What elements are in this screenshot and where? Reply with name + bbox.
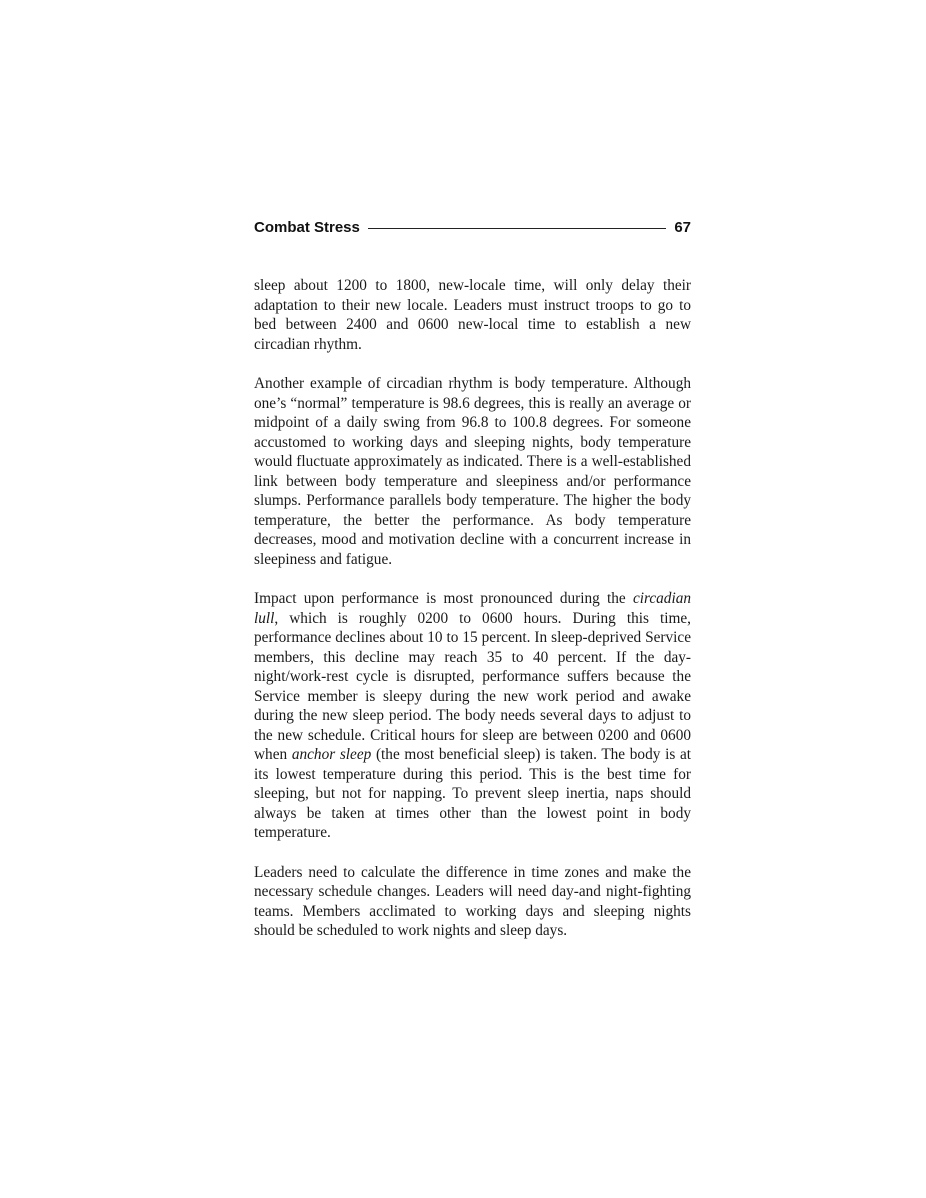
paragraph-3-text: Impact upon performance is most pronounced during the xyxy=(254,590,633,607)
paragraph-3-text: (the most beneficial sleep) is taken. The body is at its lowest temperature during this period. This is the best time for sleeping, but not for napping. To prevent sleep inertia, naps should always be taken at times other than the lowest point in body temperature. xyxy=(254,746,691,841)
paragraph-1: sleep about 1200 to 1800, new-locale time, will only delay their adaptation to their new locale. Leaders must instruct troops to go to bed between 2400 and 0600 new-local time to establish a new circadian rhythm. xyxy=(254,277,691,353)
paragraph-4: Leaders need to calculate the difference in time zones and make the necessary schedule changes. Leaders will need day-and night-fighting teams. Members acclimated to working days and sleeping nights should be scheduled to work nights and sleep days. xyxy=(254,863,691,939)
term-anchor-sleep: anchor sleep xyxy=(291,746,372,763)
page-number: 67 xyxy=(674,218,691,236)
header-rule xyxy=(368,228,666,229)
term-circadian-lull: circadian lull xyxy=(254,590,691,627)
paragraph-2: Another example of circadian rhythm is body temperature. Although one’s “normal” temperature is 98.6 degrees, this is really an average or midpoint of a daily swing from 96.8 to 100.8 degrees. For someone accustomed to working days and sleeping nights, body temperature would fluctuate approximately as indicated. There is a well-established link between body temperature and sleepiness and/or performance slumps. Performance parallels body temperature. The higher the body temperature, the better the performance. As body temperature decreases, mood and motivation decline with a concurrent increase in sleepiness and fatigue. xyxy=(254,375,691,568)
paragraph-3 xyxy=(254,589,691,843)
body-text xyxy=(254,276,691,941)
header-title: Combat Stress xyxy=(254,218,360,236)
paragraph-3-text: , which is roughly 0200 to 0600 hours. During this time, performance declines about 10 to 15 percent. In sleep-deprived Service members, this decline may reach 35 to 40 percent. If the day-night/work-rest cycle is disrupted, performance suffers because the Service member is sleepy during the new work period and awake during the new sleep period. The body needs several days to adjust to the new schedule. Critical hours for sleep are between 0200 and 0600 when xyxy=(254,609,691,763)
running-header xyxy=(254,216,691,238)
